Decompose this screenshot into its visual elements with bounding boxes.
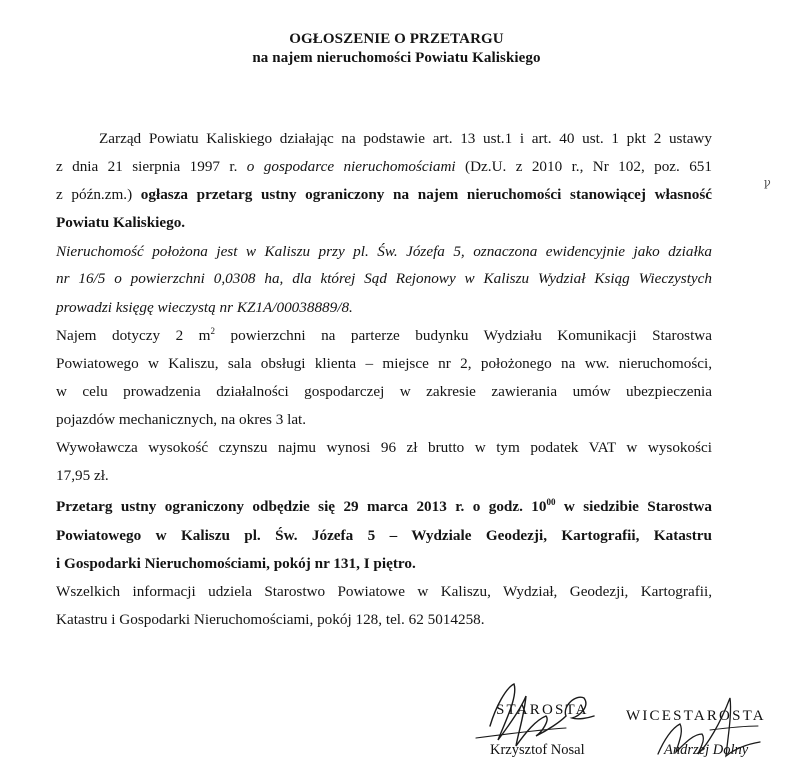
para5-line3: i Gospodarki Nieruchomościami, pokój nr 131, I piętro. <box>56 555 416 572</box>
signature-right-title: WICESTAROSTA <box>626 708 766 724</box>
para2-line1: Nieruchomość położona jest w Kaliszu przy pl. Św. Józefa 5, oznaczona ewidencyjnie jako działka <box>56 243 712 260</box>
para6-line1: Wszelkich informacji udziela Starostwo Powiatowe w Kaliszu, Wydział, Geodezji, Kartografii, <box>56 583 712 600</box>
document-subtitle: na najem nieruchomości Powiatu Kaliskiego <box>252 50 541 66</box>
signature-left-name: Krzysztof Nosal <box>490 742 585 758</box>
para1-line4: Powiatu Kaliskiego. <box>56 214 186 231</box>
para3-line1: Najem dotyczy 2 $m^2$ powierzchni na parterze budynku Wydziału Komunikacji Starostwa <box>56 325 713 344</box>
signature-left-title: STAROSTA <box>496 702 589 718</box>
para2-line2: nr 16/5 o powierzchni 0,0308 ha, dla której Sąd Rejonowy w Kaliszu Wydział Ksiąg Wieczystych <box>56 270 712 287</box>
document-title: OGŁOSZENIE O PRZETARGU <box>289 31 504 47</box>
para2-line3: prowadzi księgę wieczystą nr KZ1A/00038889/8. <box>56 299 353 316</box>
signature-left-scribble <box>466 676 606 766</box>
signature-right-scribble <box>650 684 770 766</box>
para1-line1: Zarząd Powiatu Kaliskiego działając na podstawie art. 13 ust.1 i art. 40 ust. 1 pkt 2 ustawy <box>99 130 712 147</box>
para1-line3: z późn.zm.) ogłasza przetarg ustny ograniczony na najem nieruchomości stanowiącej własność <box>56 186 712 203</box>
para4-line2: 17,95 zł. <box>56 467 109 484</box>
signature-right-name: Andrzej Dolny <box>664 742 749 758</box>
para3-line3: w celu prowadzenia działalności gospodarczej w zakresie zawierania umów ubezpieczenia <box>56 383 712 400</box>
para3-line4: pojazdów mechanicznych, na okres 3 lat. <box>56 411 307 428</box>
para5-line1: Przetarg ustny ograniczony odbędzie się 29 marca 2013 r. o godz. $10^{00}$ w siedzibie Starostwa <box>56 496 712 515</box>
para4-line1: Wywoławcza wysokość czynszu najmu wynosi 96 zł brutto w tym podatek VAT w wysokości <box>56 439 712 456</box>
para6-line2: Katastru i Gospodarki Nieruchomościami, pokój 128, tel. 62 5014258. <box>56 611 485 628</box>
para3-line2: Powiatowego w Kaliszu, sala obsługi klienta – miejsce nr 2, położonego na ww. nieruchomości, <box>56 355 712 372</box>
margin-mark: ꝩ <box>764 177 771 189</box>
para5-line2: Powiatowego w Kaliszu pl. Św. Józefa 5 – Wydziale Geodezji, Kartografii, Katastru <box>56 527 712 544</box>
para1-line2: z dnia 21 sierpnia 1997 r. o gospodarce nieruchomościami (Dz.U. z 2010 r., Nr 102, poz. 651 <box>56 158 712 175</box>
